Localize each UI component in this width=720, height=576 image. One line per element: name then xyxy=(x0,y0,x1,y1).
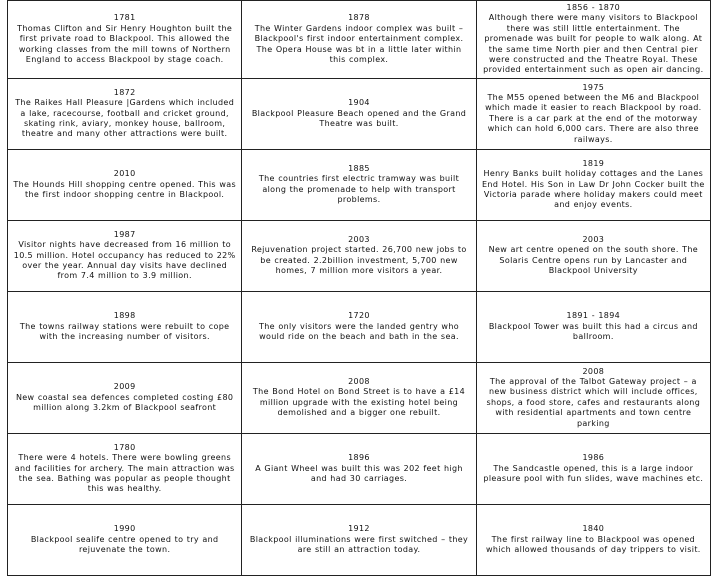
card-year: 2003 xyxy=(348,235,370,245)
card-description: The M55 opened between the M6 and Blackpool which made it easier to reach Blackpool by road. There is a car park at the end of the motorway which can hold 6,000 cars. There are also three railways. xyxy=(485,93,702,144)
timeline-card xyxy=(8,220,242,291)
card-description: Rejuvenation project started. 26,700 new jobs to be created. 2.2billion investment, 5,700 new homes, 7 million more visitors a year. xyxy=(251,245,467,276)
card-year: 1856 - 1870 xyxy=(566,3,621,12)
card-year: 1840 xyxy=(582,524,605,534)
timeline-card xyxy=(8,362,242,433)
timeline-card xyxy=(242,433,476,504)
card-row xyxy=(8,433,711,504)
card-year: 1878 xyxy=(348,13,370,23)
card-description: Although there were many visitors to Blackpool there was still little entertainment. The promenade was built for people to walk along. At the same time North pier and then Central pier were constructed and the Theatre Royal. These provided entertainment such as open air dancing. xyxy=(483,13,704,75)
timeline-card xyxy=(8,78,242,149)
card-description: The Winter Gardens indoor complex was built – Blackpool's first indoor entertainment complex. The Opera House was bt in a little later within this complex. xyxy=(254,23,464,65)
card-description: A Giant Wheel was built this was 202 feet high and had 30 carriages. xyxy=(255,463,463,484)
card-description: Henry Banks built holiday cottages and the Lanes End Hotel. His Son in Law Dr John Cocker built the Victoria parade where holiday makers could meet and enjoy events. xyxy=(482,169,705,210)
card-description: The Sandcastle opened, this is a large indoor pleasure pool with fun slides, wave machines etc. xyxy=(483,463,704,484)
card-year: 1720 xyxy=(348,311,370,321)
card-description: The towns railway stations were rebuilt to cope with the increasing number of visitors. xyxy=(19,321,230,342)
card-description: There were 4 hotels. There were bowling greens and facilities for archery. The main attraction was the sea. Bathing was popular as people thought this was healthy. xyxy=(14,453,235,494)
card-description: The only visitors were the landed gentry who would ride on the beach and bath in the sea. xyxy=(259,321,459,342)
card-year: 2009 xyxy=(113,382,136,392)
card-year: 1780 xyxy=(113,442,136,452)
card-description: The Hounds Hill shopping centre opened. This was the first indoor shopping centre in Blackpool. xyxy=(13,179,236,200)
card-row xyxy=(8,291,711,362)
card-year: 2010 xyxy=(113,169,136,179)
timeline-card xyxy=(242,78,476,149)
timeline-card-grid xyxy=(7,0,711,576)
card-year: 1990 xyxy=(113,524,136,534)
timeline-card xyxy=(242,1,476,79)
card-year: 2008 xyxy=(348,377,370,387)
timeline-card-grid-body xyxy=(8,1,711,576)
timeline-card xyxy=(8,291,242,362)
card-description: New coastal sea defences completed costing £80 million along 3.2km of Blackpool seafront xyxy=(15,392,234,413)
timeline-card xyxy=(476,220,710,291)
card-year: 1987 xyxy=(113,229,136,239)
card-description: Blackpool Pleasure Beach opened and the Grand Theatre was built. xyxy=(251,108,467,129)
card-year: 1781 xyxy=(113,13,136,23)
card-row xyxy=(8,362,711,433)
card-year: 1885 xyxy=(348,164,370,174)
card-description: The first railway line to Blackpool was opened which allowed thousands of day trippers to visit. xyxy=(485,534,701,555)
timeline-card xyxy=(8,149,242,220)
timeline-card xyxy=(242,220,476,291)
card-year: 2003 xyxy=(582,235,605,245)
card-year: 1912 xyxy=(348,524,370,534)
card-description: Visitor nights have decreased from 16 million to 10.5 million. Hotel occupancy has reduced to 22% over the year. Annual day visits have declined from 7.4 million to 3.9 million. xyxy=(13,240,236,281)
card-description: Blackpool Tower was built this had a circus and ballroom. xyxy=(488,321,698,342)
timeline-card xyxy=(476,149,710,220)
timeline-card xyxy=(476,362,710,433)
card-row xyxy=(8,1,711,79)
card-row xyxy=(8,149,711,220)
timeline-card xyxy=(476,433,710,504)
card-year: 1872 xyxy=(113,87,136,97)
card-description: The Bond Hotel on Bond Street is to have a £14 million upgrade with the existing hotel being demolished and a bigger one rebuilt. xyxy=(252,387,466,418)
card-year: 2008 xyxy=(582,366,605,376)
timeline-card xyxy=(476,78,710,149)
card-year: 1986 xyxy=(582,453,605,463)
timeline-card xyxy=(8,433,242,504)
timeline-card xyxy=(476,291,710,362)
card-year: 1975 xyxy=(582,82,605,92)
card-description: The Raikes Hall Pleasure |Gardens which included a lake, racecourse, football and cricket ground, skating rink, aviary, monkey house, ballroom, theatre and many other attractions were built. xyxy=(15,98,235,139)
card-year: 1896 xyxy=(348,453,370,463)
card-year: 1904 xyxy=(348,98,370,108)
timeline-card xyxy=(242,149,476,220)
card-year: 1898 xyxy=(113,311,136,321)
card-description: New art centre opened on the south shore. The Solaris Centre opens run by Lancaster and Blackpool University xyxy=(488,245,699,276)
card-description: The countries first electric tramway was built along the promenade to help with transport problems. xyxy=(258,174,460,205)
card-row xyxy=(8,78,711,149)
card-description: Thomas Clifton and Sir Henry Houghton built the first private road to Blackpool. This allowed the working classes from the mill towns of Northern England to access Blackpool by stage coach. xyxy=(17,23,233,65)
card-row xyxy=(8,220,711,291)
card-description: Blackpool sealife centre opened to try and rejuvenate the town. xyxy=(30,534,219,555)
card-year: 1891 - 1894 xyxy=(566,311,621,321)
card-year: 1819 xyxy=(582,158,605,168)
timeline-card xyxy=(476,1,710,79)
timeline-card xyxy=(242,291,476,362)
card-description: Blackpool illuminations were first switched – they are still an attraction today. xyxy=(249,534,469,555)
timeline-card xyxy=(242,362,476,433)
timeline-card xyxy=(8,1,242,79)
card-description: The approval of the Talbot Gateway project – a new business district which will include offices, shops, a food store, cafes and restaurants along with residential apartments and town centre parking xyxy=(486,377,701,428)
